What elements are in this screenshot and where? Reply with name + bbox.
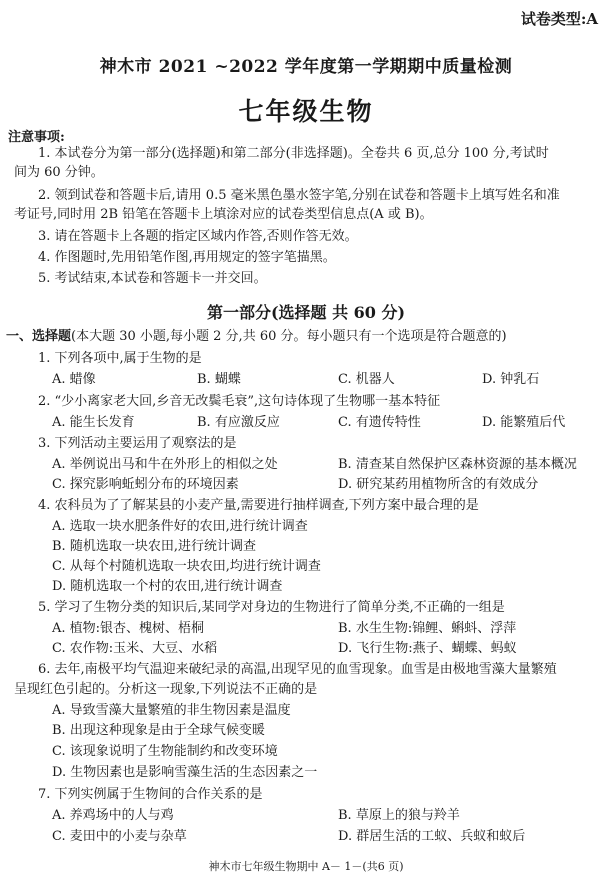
notes-line: 3. 请在答题卡上各题的指定区域内作答,否则作答无效。 [38,229,358,244]
question-options [0,640,612,658]
option-d: D. 群居生活的工蚁、兵蚁和蚁后 [338,829,526,844]
option-c: C. 麦田中的小麦与杂草 [52,829,187,844]
notes-heading: 注意事项: [8,130,65,145]
option-c: C. 有遗传特性 [338,415,421,430]
option-b: B. 蝴蝶 [197,372,241,387]
part-one-title: 第一部分(选择题 共 60 分) [206,303,406,322]
option-d: D. 生物因素也是影响雪藻生活的生态因素之一 [52,765,318,780]
question-stem: 4. 农科员为了了解某县的小麦产量,需要进行抽样调查,下列方案中最合理的是 [38,498,479,513]
question-stem: 5. 学习了生物分类的知识后,某同学对身边的生物进行了简单分类,不正确的一组是 [38,600,505,615]
question-options [0,456,612,474]
question-options [0,828,612,846]
section-description: (本大题 30 小题,每小题 2 分,共 60 分。每小题只有一个选项是符合题意的) [71,329,507,344]
question-stem: 7. 下列实例属于生物间的合作关系的是 [38,787,263,802]
question-options [0,807,612,825]
option-b: B. 草原上的狼与羚羊 [338,808,460,823]
question-options [0,414,612,432]
question-options [0,476,612,494]
exam-type-label: 试卷类型:A [520,10,598,28]
question-stem: 6. 去年,南极平均气温迎来破纪录的高温,出现罕见的血雪现象。血雪是由极地雪藻大量繁殖 [38,662,557,677]
section-label: 一、选择题 [6,329,72,344]
notes-line: 2. 领到试卷和答题卡后,请用 0.5 毫米黑色墨水签字笔,分别在试卷和答题卡上填写姓名和准 [38,188,560,203]
question-stem: 呈现红色引起的。分析这一现象,下列说法不正确的是 [14,682,318,697]
notes-line: 考证号,同时用 2B 铅笔在答题卡上填涂对应的试卷类型信息点(A 或 B)。 [14,207,433,222]
option-d: D. 飞行生物:燕子、蝴蝶、蚂蚁 [338,641,517,656]
option-a: A. 选取一块水肥条件好的农田,进行统计调查 [52,519,308,534]
question-stem: 1. 下列各项中,属于生物的是 [38,351,202,366]
notes-line: 间为 60 分钟。 [14,165,104,180]
question-stem: 2. “少小离家老大回,乡音无改鬓毛衰”,这句诗体现了生物哪一基本特征 [38,394,441,409]
option-a: A. 导致雪藻大量繁殖的非生物因素是温度 [52,703,291,718]
option-b: B. 清查某自然保护区森林资源的基本概况 [338,457,577,472]
question-stem: 3. 下列活动主要运用了观察法的是 [38,436,237,451]
option-d: D. 能繁殖后代 [482,415,566,430]
option-c: C. 机器人 [338,372,395,387]
option-a: A. 举例说出马和牛在外形上的相似之处 [52,457,278,472]
notes-line: 4. 作图题时,先用铅笔作图,再用规定的签字笔描黑。 [38,250,336,265]
option-a: A. 蜡像 [52,372,96,387]
option-c: C. 从每个村随机选取一块农田,均进行统计调查 [52,559,321,574]
option-d: D. 钟乳石 [482,372,540,387]
option-c: C. 农作物:玉米、大豆、水稻 [52,641,218,656]
notes-line: 1. 本试卷分为第一部分(选择题)和第二部分(非选择题)。全卷共 6 页,总分 100 分,考试时 [38,146,549,161]
subject-title: 七年级生物 [238,97,374,126]
option-c: C. 探究影响蚯蚓分布的环境因素 [52,477,239,492]
option-b: B. 有应激反应 [197,415,280,430]
section-heading [6,328,507,346]
page-footer: 神木市七年级生物期中 A－ 1－(共6 页) [208,860,404,873]
option-d: D. 随机选取一个村的农田,进行统计调查 [52,579,283,594]
option-a: A. 能生长发育 [52,415,135,430]
exam-header-title: 神木市 2021 ~2022 学年度第一学期期中质量检测 [99,57,513,77]
option-c: C. 该现象说明了生物能制约和改变环境 [52,744,278,759]
option-b: B. 水生生物:锦鲤、蝌蚪、浮萍 [338,621,517,636]
option-a: A. 植物:银杏、槐树、梧桐 [52,621,205,636]
option-b: B. 随机选取一块农田,进行统计调查 [52,539,256,554]
question-options [0,371,612,389]
option-a: A. 养鸡场中的人与鸡 [52,808,174,823]
option-d: D. 研究某药用植物所含的有效成分 [338,477,539,492]
notes-line: 5. 考试结束,本试卷和答题卡一并交回。 [38,271,267,286]
option-b: B. 出现这种现象是由于全球气候变暖 [52,723,265,738]
question-options [0,620,612,638]
